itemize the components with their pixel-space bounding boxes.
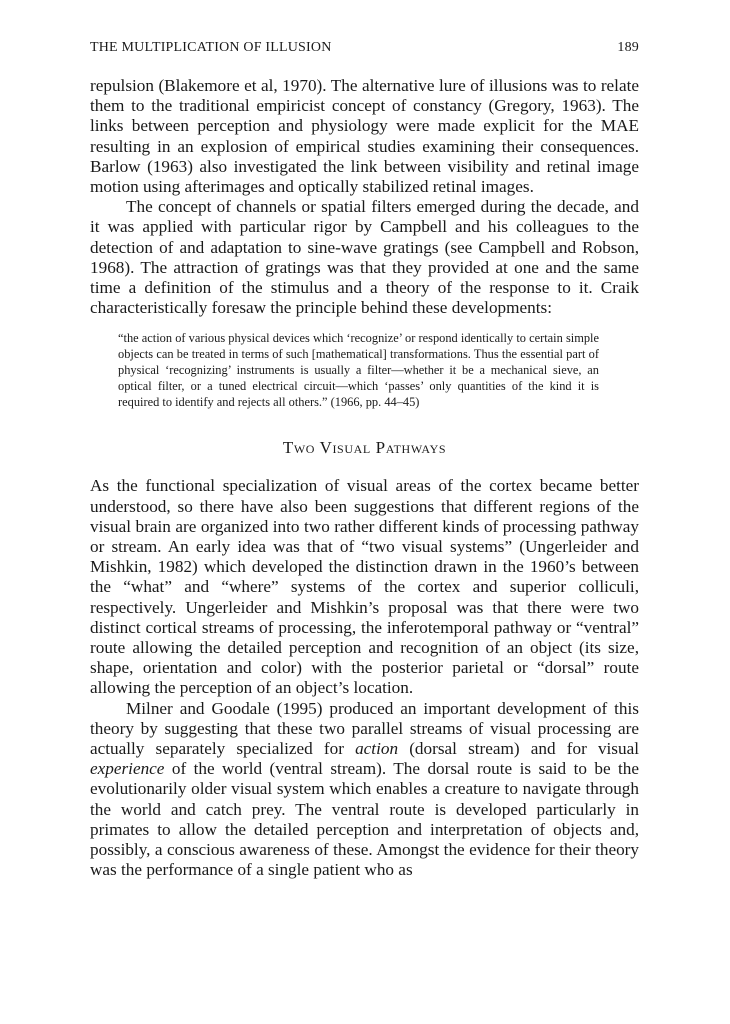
running-head xyxy=(90,40,639,62)
section-heading xyxy=(90,438,639,460)
block-quote: “the action of various physical devices which ‘recognize’ or respond identically to certain simple objects can be treated in terms of such [mathematical] transformations. Thus the essential part of physical ‘recognizing’ instruments is usually a filter—whether it be a mechanical sieve, an optical filter, or a tuned electrical circuit—which ‘passes’ only quantities of the kind it is required to identify and rejects all others.” (1966, pp. 44–45) xyxy=(118,331,599,409)
section-heading-text: Two Visual Pathways xyxy=(282,438,447,458)
paragraph-2: The concept of channels or spatial filters emerged during the decade, and it was applied with particular rigor by Campbell and his colleagues to the detection of and adaptation to sine-wave gratings (see Campbell and Robson, 1968). The attraction of gratings was that they provided at one and the same time a definition of the stimulus and a theory of the response to it. Craik characteristically foresaw the principle behind these developments: xyxy=(90,197,639,318)
book-page xyxy=(90,40,639,880)
paragraph-4-text-3: of the world (ventral stream). The dorsal route is said to be the evolutionarily older visual system which enables a creature to navigate through the world and catch prey. The ventral route is developed particularly in primates to allow the detailed perception and interpretation of objects and, possibly, a conscious awareness of these. Amongst the evidence for their theory was the performance of a single patient who as xyxy=(90,759,639,880)
paragraph-4 xyxy=(90,699,639,881)
body-text xyxy=(90,76,639,318)
paragraph-4-text-1: Milner and Goodale (1995) produced an important development of this theory by suggesting that these two parallel streams of visual processing are actually separately specialized for xyxy=(90,698,639,759)
emphasis-experience: experience xyxy=(90,759,165,779)
emphasis-action: action xyxy=(355,739,399,759)
paragraph-1: repulsion (Blakemore et al, 1970). The alternative lure of illusions was to relate them to the traditional empiricist concept of constancy (Gregory, 1963). The links between perception and physiology were made explicit for the MAE resulting in an explosion of empirical studies examining their consequences. Barlow (1963) also investigated the link between visibility and retinal image motion using afterimages and optically stabilized retinal images. xyxy=(90,76,639,197)
paragraph-3: As the functional specialization of visual areas of the cortex became better understood, so there have also been suggestions that different regions of the visual brain are organized into two rather different kinds of processing pathway or stream. An early idea was that of “two visual systems” (Ungerleider and Mishkin, 1982) which developed the distinction drawn in the 1960’s between the “what” and “where” systems of the cortex and superior colliculi, respectively. Ungerleider and Mishkin’s proposal was that there were two distinct cortical streams of processing, the inferotemporal pathway or “ventral” route allowing the detailed perception and recognition of an object (its size, shape, orientation and color) with the posterior parietal or “dorsal” route allowing the perception of an object’s location. xyxy=(90,476,639,698)
running-title: THE MULTIPLICATION OF ILLUSION xyxy=(90,40,332,55)
paragraph-4-text-2: (dorsal stream) and for visual xyxy=(398,739,639,759)
page-number: 189 xyxy=(617,40,639,55)
section-body-text xyxy=(90,476,639,880)
